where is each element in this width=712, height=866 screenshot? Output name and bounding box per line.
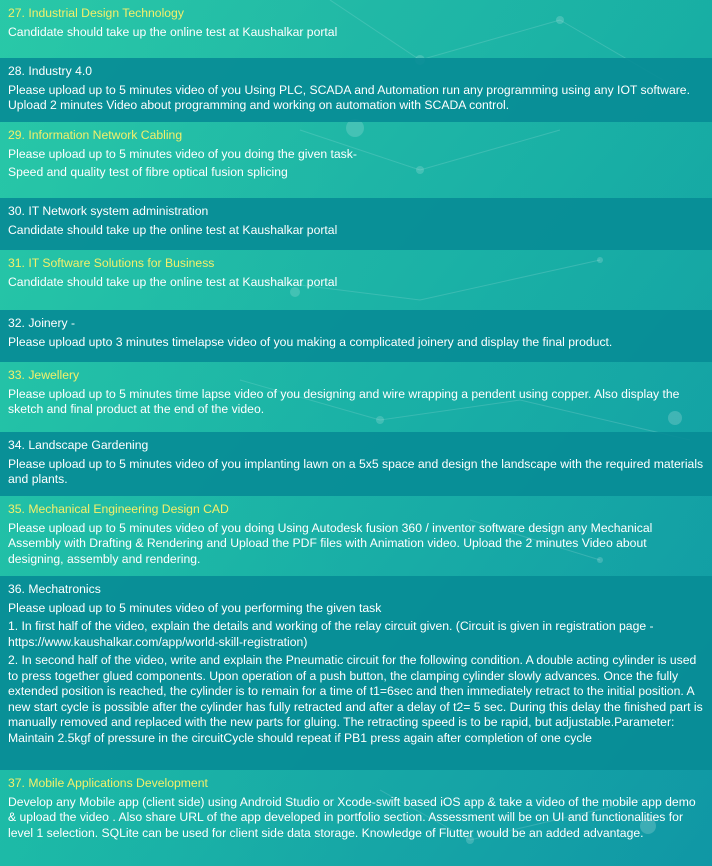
item-description: Candidate should take up the online test at Kaushalkar portal bbox=[8, 274, 338, 289]
item-description: Please upload up to 5 minutes video of you Using PLC, SCADA and Automation run any programming using any IOT software. Upload 2 minutes Video about programming and working on automation with SCADA control. bbox=[8, 82, 690, 112]
item-title: 27. Industrial Design Technology bbox=[8, 6, 184, 20]
item-title: 33. Jewellery bbox=[8, 368, 80, 382]
item-description: 2. In second half of the video, write and explain the Pneumatic circuit for the following condition. A double acting cylinder is used to press together glued components. Upon operation of a push button, the clamping cylinder slowly advances. Once the fully extended position is reached, the cylinder is to remain for a time of t1=6sec and then immediately retract to the initial position. A new start cycle is possible after the cylinder has fully retracted and after a delay of t2= 5 sec. During this delay the finished part is manually removed and replaced with the new parts for gluing. The retracting speed is to be rapid, but adjustable.Parameter: Maintain 2.5kgf of pressure in the circuitCycle should repeat if PB1 press again after completion of one cycle bbox=[8, 653, 703, 745]
item-description: Please upload up to 5 minutes time lapse video of you designing and wire wrapping a pendent using copper. Also display the sketch and final product at the end of the video. bbox=[8, 386, 680, 416]
item-title: 34. Landscape Gardening bbox=[8, 438, 149, 452]
item-title: 36. Mechatronics bbox=[8, 582, 101, 596]
list-item bbox=[0, 496, 712, 576]
list-item bbox=[0, 58, 712, 122]
item-description: Please upload up to 5 minutes video of you implanting lawn on a 5x5 space and design the landscape with the required materials and plants. bbox=[8, 456, 704, 486]
item-title: 37. Mobile Applications Development bbox=[8, 776, 208, 790]
list-item bbox=[0, 310, 712, 362]
list-item bbox=[0, 362, 712, 432]
list-item bbox=[0, 432, 712, 496]
item-description: 1. In first half of the video, explain the details and working of the relay circuit given. (Circuit is given in registration page - https://www.kaushalkar.com/app/world-skill-registration) bbox=[8, 619, 654, 649]
item-title: 29. Information Network Cabling bbox=[8, 128, 183, 142]
list-item bbox=[0, 576, 712, 770]
item-description: Speed and quality test of fibre optical fusion splicing bbox=[8, 165, 288, 179]
item-title: 30. IT Network system administration bbox=[8, 204, 209, 218]
list-item bbox=[0, 250, 712, 310]
item-description: Candidate should take up the online test at Kaushalkar portal bbox=[8, 24, 338, 39]
list-item bbox=[0, 770, 712, 866]
item-description: Please upload up to 5 minutes video of you doing Using Autodesk fusion 360 / inventor software design any Mechanical Assembly with Drafting & Rendering and Upload the PDF files with Animation video. Upload the 2 minutes Video about designing, assembly and rendering. bbox=[8, 520, 653, 566]
list-item bbox=[0, 198, 712, 250]
item-title: 35. Mechanical Engineering Design CAD bbox=[8, 502, 229, 516]
item-description: Candidate should take up the online test at Kaushalkar portal bbox=[8, 222, 338, 237]
list-item bbox=[0, 122, 712, 198]
item-title: 28. Industry 4.0 bbox=[8, 64, 93, 78]
item-description: Please upload up to 5 minutes video of you performing the given task bbox=[8, 600, 382, 615]
item-description: Please upload up to 5 minutes video of you doing the given task- bbox=[8, 146, 357, 161]
list-item bbox=[0, 0, 712, 58]
item-title: 31. IT Software Solutions for Business bbox=[8, 256, 215, 270]
item-description: Please upload upto 3 minutes timelapse video of you making a complicated joinery and display the final product. bbox=[8, 334, 613, 349]
item-title: 32. Joinery - bbox=[8, 316, 76, 330]
item-description: Develop any Mobile app (client side) using Android Studio or Xcode-swift based iOS app & take a video of the mobile app demo & upload the video . Also share URL of the app developed in portfolio section. Assessment will be on UI and functionalities for level 1 selection. SQLite can be used for client side data storage. Knowledge of Flutter would be an added advantage. bbox=[8, 794, 696, 840]
